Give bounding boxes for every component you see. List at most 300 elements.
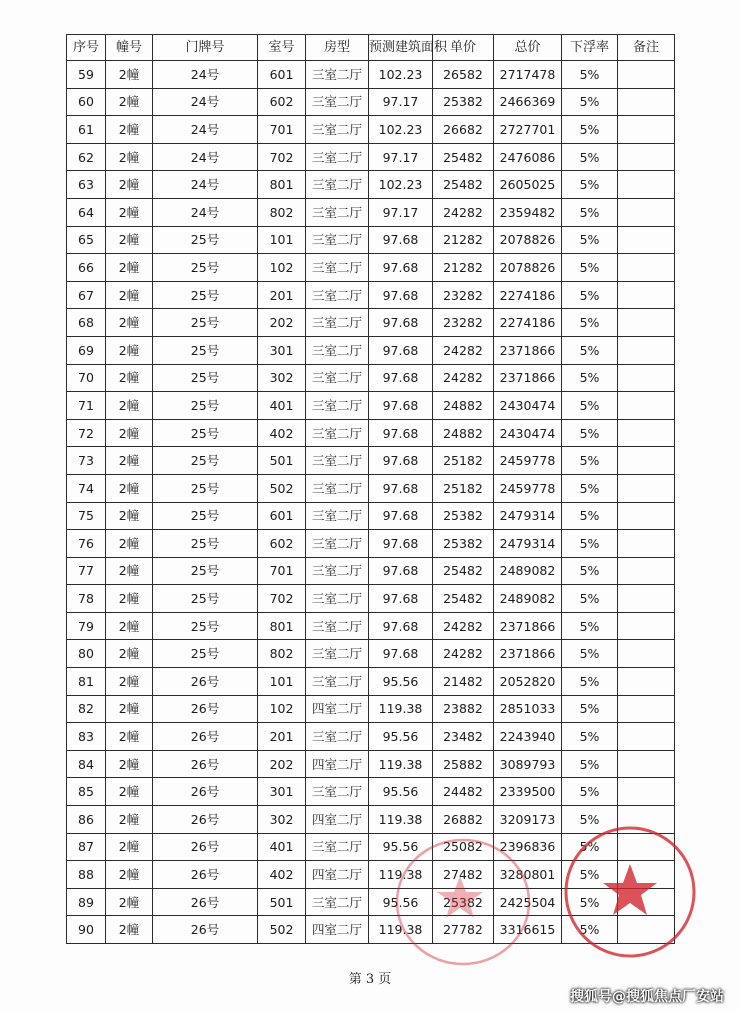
row-number-cell: 89 bbox=[67, 888, 106, 916]
remark-cell bbox=[618, 447, 675, 475]
building-cell: 2幢 bbox=[106, 336, 153, 364]
building-cell: 2幢 bbox=[106, 723, 153, 751]
building-cell: 2幢 bbox=[106, 392, 153, 420]
layout-cell: 三室二厅 bbox=[306, 254, 369, 282]
total-price-cell: 2274186 bbox=[494, 309, 562, 337]
area-cell: 97.68 bbox=[369, 474, 433, 502]
door-number-cell: 26号 bbox=[153, 668, 258, 696]
unit-price-cell: 24882 bbox=[433, 392, 494, 420]
discount-rate-cell: 5% bbox=[562, 392, 618, 420]
header-cell: 室号 bbox=[258, 35, 306, 61]
unit-price-cell: 25482 bbox=[433, 585, 494, 613]
unit-price-cell: 25382 bbox=[433, 502, 494, 530]
total-price-cell: 2727701 bbox=[494, 116, 562, 144]
total-price-cell: 2078826 bbox=[494, 254, 562, 282]
door-number-cell: 26号 bbox=[153, 888, 258, 916]
discount-rate-cell: 5% bbox=[562, 695, 618, 723]
area-cell: 97.68 bbox=[369, 447, 433, 475]
table-row bbox=[67, 557, 675, 585]
layout-cell: 三室二厅 bbox=[306, 364, 369, 392]
room-number-cell: 502 bbox=[258, 916, 306, 944]
total-price-cell: 2243940 bbox=[494, 723, 562, 751]
building-cell: 2幢 bbox=[106, 226, 153, 254]
header-cell: 幢号 bbox=[106, 35, 153, 61]
layout-cell: 三室二厅 bbox=[306, 88, 369, 116]
remark-cell bbox=[618, 833, 675, 861]
unit-price-cell: 25182 bbox=[433, 474, 494, 502]
table-header-row bbox=[67, 35, 675, 61]
discount-rate-cell: 5% bbox=[562, 916, 618, 944]
row-number-cell: 69 bbox=[67, 336, 106, 364]
table-row bbox=[67, 336, 675, 364]
room-number-cell: 602 bbox=[258, 88, 306, 116]
discount-rate-cell: 5% bbox=[562, 309, 618, 337]
door-number-cell: 26号 bbox=[153, 778, 258, 806]
unit-price-cell: 23882 bbox=[433, 695, 494, 723]
building-cell: 2幢 bbox=[106, 640, 153, 668]
table-body bbox=[67, 61, 675, 944]
row-number-cell: 82 bbox=[67, 695, 106, 723]
layout-cell: 三室二厅 bbox=[306, 723, 369, 751]
total-price-cell: 2476086 bbox=[494, 143, 562, 171]
table-row bbox=[67, 585, 675, 613]
total-price-cell: 2078826 bbox=[494, 226, 562, 254]
header-cell: 单价 bbox=[433, 35, 494, 61]
room-number-cell: 702 bbox=[258, 585, 306, 613]
total-price-cell: 2717478 bbox=[494, 61, 562, 89]
total-price-cell: 2274186 bbox=[494, 281, 562, 309]
table-row bbox=[67, 916, 675, 944]
door-number-cell: 25号 bbox=[153, 585, 258, 613]
row-number-cell: 72 bbox=[67, 419, 106, 447]
row-number-cell: 63 bbox=[67, 171, 106, 199]
remark-cell bbox=[618, 723, 675, 751]
row-number-cell: 73 bbox=[67, 447, 106, 475]
total-price-cell: 3089793 bbox=[494, 750, 562, 778]
discount-rate-cell: 5% bbox=[562, 833, 618, 861]
door-number-cell: 26号 bbox=[153, 806, 258, 834]
building-cell: 2幢 bbox=[106, 502, 153, 530]
table-row bbox=[67, 447, 675, 475]
layout-cell: 三室二厅 bbox=[306, 833, 369, 861]
row-number-cell: 61 bbox=[67, 116, 106, 144]
layout-cell: 三室二厅 bbox=[306, 530, 369, 558]
remark-cell bbox=[618, 916, 675, 944]
row-number-cell: 67 bbox=[67, 281, 106, 309]
remark-cell bbox=[618, 778, 675, 806]
door-number-cell: 25号 bbox=[153, 474, 258, 502]
total-price-cell: 2479314 bbox=[494, 502, 562, 530]
door-number-cell: 25号 bbox=[153, 281, 258, 309]
room-number-cell: 202 bbox=[258, 309, 306, 337]
remark-cell bbox=[618, 226, 675, 254]
door-number-cell: 25号 bbox=[153, 226, 258, 254]
remark-cell bbox=[618, 888, 675, 916]
remark-cell bbox=[618, 336, 675, 364]
unit-price-cell: 23282 bbox=[433, 281, 494, 309]
discount-rate-cell: 5% bbox=[562, 806, 618, 834]
room-number-cell: 202 bbox=[258, 750, 306, 778]
door-number-cell: 26号 bbox=[153, 861, 258, 889]
remark-cell bbox=[618, 392, 675, 420]
layout-cell: 四室二厅 bbox=[306, 750, 369, 778]
row-number-cell: 83 bbox=[67, 723, 106, 751]
row-number-cell: 90 bbox=[67, 916, 106, 944]
row-number-cell: 88 bbox=[67, 861, 106, 889]
area-cell: 102.23 bbox=[369, 116, 433, 144]
table-row bbox=[67, 861, 675, 889]
table-row bbox=[67, 668, 675, 696]
discount-rate-cell: 5% bbox=[562, 336, 618, 364]
unit-price-cell: 24282 bbox=[433, 612, 494, 640]
remark-cell bbox=[618, 530, 675, 558]
area-cell: 97.68 bbox=[369, 309, 433, 337]
discount-rate-cell: 5% bbox=[562, 281, 618, 309]
row-number-cell: 65 bbox=[67, 226, 106, 254]
building-cell: 2幢 bbox=[106, 281, 153, 309]
total-price-cell: 2489082 bbox=[494, 585, 562, 613]
unit-price-cell: 25382 bbox=[433, 530, 494, 558]
row-number-cell: 86 bbox=[67, 806, 106, 834]
area-cell: 97.68 bbox=[369, 502, 433, 530]
layout-cell: 三室二厅 bbox=[306, 612, 369, 640]
unit-price-cell: 24282 bbox=[433, 336, 494, 364]
room-number-cell: 702 bbox=[258, 143, 306, 171]
table-row bbox=[67, 695, 675, 723]
room-number-cell: 701 bbox=[258, 116, 306, 144]
door-number-cell: 25号 bbox=[153, 364, 258, 392]
area-cell: 97.68 bbox=[369, 281, 433, 309]
unit-price-cell: 25082 bbox=[433, 833, 494, 861]
total-price-cell: 2371866 bbox=[494, 364, 562, 392]
unit-price-cell: 26882 bbox=[433, 806, 494, 834]
header-cell: 门牌号 bbox=[153, 35, 258, 61]
building-cell: 2幢 bbox=[106, 778, 153, 806]
remark-cell bbox=[618, 640, 675, 668]
door-number-cell: 24号 bbox=[153, 88, 258, 116]
area-cell: 97.17 bbox=[369, 198, 433, 226]
row-number-cell: 59 bbox=[67, 61, 106, 89]
total-price-cell: 2339500 bbox=[494, 778, 562, 806]
row-number-cell: 71 bbox=[67, 392, 106, 420]
total-price-cell: 3316615 bbox=[494, 916, 562, 944]
door-number-cell: 25号 bbox=[153, 447, 258, 475]
row-number-cell: 81 bbox=[67, 668, 106, 696]
price-table bbox=[66, 34, 675, 944]
unit-price-cell: 25482 bbox=[433, 557, 494, 585]
header-cell: 备注 bbox=[618, 35, 675, 61]
room-number-cell: 701 bbox=[258, 557, 306, 585]
building-cell: 2幢 bbox=[106, 171, 153, 199]
header-cell: 预测建筑面积 bbox=[369, 35, 433, 61]
building-cell: 2幢 bbox=[106, 143, 153, 171]
layout-cell: 三室二厅 bbox=[306, 309, 369, 337]
remark-cell bbox=[618, 88, 675, 116]
door-number-cell: 26号 bbox=[153, 695, 258, 723]
total-price-cell: 2459778 bbox=[494, 447, 562, 475]
table-row bbox=[67, 198, 675, 226]
total-price-cell: 2052820 bbox=[494, 668, 562, 696]
discount-rate-cell: 5% bbox=[562, 640, 618, 668]
room-number-cell: 301 bbox=[258, 778, 306, 806]
area-cell: 119.38 bbox=[369, 695, 433, 723]
building-cell: 2幢 bbox=[106, 750, 153, 778]
row-number-cell: 80 bbox=[67, 640, 106, 668]
room-number-cell: 501 bbox=[258, 447, 306, 475]
remark-cell bbox=[618, 806, 675, 834]
remark-cell bbox=[618, 281, 675, 309]
row-number-cell: 70 bbox=[67, 364, 106, 392]
table-row bbox=[67, 502, 675, 530]
building-cell: 2幢 bbox=[106, 861, 153, 889]
layout-cell: 三室二厅 bbox=[306, 668, 369, 696]
page-number: 第 3 页 bbox=[348, 972, 392, 987]
remark-cell bbox=[618, 750, 675, 778]
table-row bbox=[67, 778, 675, 806]
unit-price-cell: 27782 bbox=[433, 916, 494, 944]
room-number-cell: 201 bbox=[258, 723, 306, 751]
table-row bbox=[67, 88, 675, 116]
row-number-cell: 66 bbox=[67, 254, 106, 282]
remark-cell bbox=[618, 198, 675, 226]
site-watermark: 搜狐号@搜狐焦点厂安站 bbox=[570, 989, 724, 1005]
building-cell: 2幢 bbox=[106, 254, 153, 282]
layout-cell: 三室二厅 bbox=[306, 474, 369, 502]
layout-cell: 三室二厅 bbox=[306, 143, 369, 171]
layout-cell: 三室二厅 bbox=[306, 226, 369, 254]
door-number-cell: 24号 bbox=[153, 116, 258, 144]
unit-price-cell: 27482 bbox=[433, 861, 494, 889]
discount-rate-cell: 5% bbox=[562, 585, 618, 613]
building-cell: 2幢 bbox=[106, 88, 153, 116]
table-row bbox=[67, 888, 675, 916]
building-cell: 2幢 bbox=[106, 557, 153, 585]
total-price-cell: 2489082 bbox=[494, 557, 562, 585]
header-cell: 总价 bbox=[494, 35, 562, 61]
room-number-cell: 802 bbox=[258, 640, 306, 668]
room-number-cell: 301 bbox=[258, 336, 306, 364]
remark-cell bbox=[618, 364, 675, 392]
discount-rate-cell: 5% bbox=[562, 723, 618, 751]
room-number-cell: 602 bbox=[258, 530, 306, 558]
room-number-cell: 402 bbox=[258, 861, 306, 889]
total-price-cell: 2371866 bbox=[494, 612, 562, 640]
unit-price-cell: 24882 bbox=[433, 419, 494, 447]
door-number-cell: 26号 bbox=[153, 723, 258, 751]
room-number-cell: 101 bbox=[258, 668, 306, 696]
door-number-cell: 25号 bbox=[153, 557, 258, 585]
row-number-cell: 84 bbox=[67, 750, 106, 778]
layout-cell: 三室二厅 bbox=[306, 281, 369, 309]
discount-rate-cell: 5% bbox=[562, 668, 618, 696]
remark-cell bbox=[618, 61, 675, 89]
door-number-cell: 25号 bbox=[153, 640, 258, 668]
layout-cell: 三室二厅 bbox=[306, 336, 369, 364]
total-price-cell: 2425504 bbox=[494, 888, 562, 916]
room-number-cell: 501 bbox=[258, 888, 306, 916]
table-row bbox=[67, 750, 675, 778]
door-number-cell: 25号 bbox=[153, 530, 258, 558]
building-cell: 2幢 bbox=[106, 612, 153, 640]
row-number-cell: 77 bbox=[67, 557, 106, 585]
remark-cell bbox=[618, 116, 675, 144]
layout-cell: 三室二厅 bbox=[306, 585, 369, 613]
discount-rate-cell: 5% bbox=[562, 364, 618, 392]
remark-cell bbox=[618, 171, 675, 199]
building-cell: 2幢 bbox=[106, 833, 153, 861]
area-cell: 95.56 bbox=[369, 888, 433, 916]
door-number-cell: 25号 bbox=[153, 419, 258, 447]
unit-price-cell: 26582 bbox=[433, 61, 494, 89]
row-number-cell: 68 bbox=[67, 309, 106, 337]
remark-cell bbox=[618, 695, 675, 723]
building-cell: 2幢 bbox=[106, 474, 153, 502]
building-cell: 2幢 bbox=[106, 695, 153, 723]
building-cell: 2幢 bbox=[106, 916, 153, 944]
table-row bbox=[67, 226, 675, 254]
door-number-cell: 25号 bbox=[153, 336, 258, 364]
building-cell: 2幢 bbox=[106, 888, 153, 916]
table-row bbox=[67, 530, 675, 558]
room-number-cell: 402 bbox=[258, 419, 306, 447]
remark-cell bbox=[618, 585, 675, 613]
door-number-cell: 26号 bbox=[153, 916, 258, 944]
door-number-cell: 24号 bbox=[153, 143, 258, 171]
area-cell: 95.56 bbox=[369, 778, 433, 806]
layout-cell: 三室二厅 bbox=[306, 557, 369, 585]
remark-cell bbox=[618, 668, 675, 696]
layout-cell: 四室二厅 bbox=[306, 916, 369, 944]
unit-price-cell: 24282 bbox=[433, 364, 494, 392]
area-cell: 102.23 bbox=[369, 61, 433, 89]
door-number-cell: 26号 bbox=[153, 833, 258, 861]
area-cell: 97.68 bbox=[369, 530, 433, 558]
remark-cell bbox=[618, 474, 675, 502]
building-cell: 2幢 bbox=[106, 668, 153, 696]
room-number-cell: 401 bbox=[258, 833, 306, 861]
room-number-cell: 401 bbox=[258, 392, 306, 420]
total-price-cell: 2851033 bbox=[494, 695, 562, 723]
discount-rate-cell: 5% bbox=[562, 171, 618, 199]
unit-price-cell: 26682 bbox=[433, 116, 494, 144]
table-row bbox=[67, 116, 675, 144]
total-price-cell: 2430474 bbox=[494, 419, 562, 447]
layout-cell: 四室二厅 bbox=[306, 861, 369, 889]
layout-cell: 三室二厅 bbox=[306, 171, 369, 199]
layout-cell: 三室二厅 bbox=[306, 198, 369, 226]
header-cell: 下浮率 bbox=[562, 35, 618, 61]
area-cell: 95.56 bbox=[369, 723, 433, 751]
discount-rate-cell: 5% bbox=[562, 447, 618, 475]
area-cell: 102.23 bbox=[369, 171, 433, 199]
room-number-cell: 201 bbox=[258, 281, 306, 309]
header-cell: 序号 bbox=[67, 35, 106, 61]
area-cell: 95.56 bbox=[369, 668, 433, 696]
unit-price-cell: 21282 bbox=[433, 226, 494, 254]
discount-rate-cell: 5% bbox=[562, 530, 618, 558]
room-number-cell: 102 bbox=[258, 695, 306, 723]
area-cell: 97.17 bbox=[369, 88, 433, 116]
remark-cell bbox=[618, 612, 675, 640]
unit-price-cell: 23482 bbox=[433, 723, 494, 751]
discount-rate-cell: 5% bbox=[562, 750, 618, 778]
table-row bbox=[67, 61, 675, 89]
row-number-cell: 64 bbox=[67, 198, 106, 226]
layout-cell: 三室二厅 bbox=[306, 447, 369, 475]
discount-rate-cell: 5% bbox=[562, 143, 618, 171]
row-number-cell: 79 bbox=[67, 612, 106, 640]
unit-price-cell: 24482 bbox=[433, 778, 494, 806]
building-cell: 2幢 bbox=[106, 61, 153, 89]
row-number-cell: 85 bbox=[67, 778, 106, 806]
door-number-cell: 25号 bbox=[153, 309, 258, 337]
area-cell: 119.38 bbox=[369, 806, 433, 834]
building-cell: 2幢 bbox=[106, 364, 153, 392]
discount-rate-cell: 5% bbox=[562, 198, 618, 226]
table-row bbox=[67, 612, 675, 640]
unit-price-cell: 21482 bbox=[433, 668, 494, 696]
table-row bbox=[67, 392, 675, 420]
total-price-cell: 2605025 bbox=[494, 171, 562, 199]
remark-cell bbox=[618, 557, 675, 585]
unit-price-cell: 25382 bbox=[433, 88, 494, 116]
total-price-cell: 2459778 bbox=[494, 474, 562, 502]
total-price-cell: 2466369 bbox=[494, 88, 562, 116]
layout-cell: 三室二厅 bbox=[306, 502, 369, 530]
discount-rate-cell: 5% bbox=[562, 254, 618, 282]
unit-price-cell: 21282 bbox=[433, 254, 494, 282]
room-number-cell: 102 bbox=[258, 254, 306, 282]
table-row bbox=[67, 171, 675, 199]
area-cell: 97.68 bbox=[369, 364, 433, 392]
remark-cell bbox=[618, 419, 675, 447]
total-price-cell: 2430474 bbox=[494, 392, 562, 420]
discount-rate-cell: 5% bbox=[562, 226, 618, 254]
discount-rate-cell: 5% bbox=[562, 861, 618, 889]
layout-cell: 四室二厅 bbox=[306, 806, 369, 834]
area-cell: 97.68 bbox=[369, 585, 433, 613]
unit-price-cell: 23282 bbox=[433, 309, 494, 337]
area-cell: 97.68 bbox=[369, 336, 433, 364]
table-row bbox=[67, 254, 675, 282]
total-price-cell: 2371866 bbox=[494, 336, 562, 364]
building-cell: 2幢 bbox=[106, 419, 153, 447]
remark-cell bbox=[618, 309, 675, 337]
discount-rate-cell: 5% bbox=[562, 61, 618, 89]
area-cell: 97.68 bbox=[369, 226, 433, 254]
area-cell: 97.68 bbox=[369, 392, 433, 420]
table-row bbox=[67, 309, 675, 337]
layout-cell: 三室二厅 bbox=[306, 640, 369, 668]
door-number-cell: 24号 bbox=[153, 198, 258, 226]
door-number-cell: 25号 bbox=[153, 612, 258, 640]
unit-price-cell: 25482 bbox=[433, 171, 494, 199]
building-cell: 2幢 bbox=[106, 309, 153, 337]
door-number-cell: 26号 bbox=[153, 750, 258, 778]
row-number-cell: 78 bbox=[67, 585, 106, 613]
discount-rate-cell: 5% bbox=[562, 557, 618, 585]
unit-price-cell: 25882 bbox=[433, 750, 494, 778]
building-cell: 2幢 bbox=[106, 198, 153, 226]
unit-price-cell: 24282 bbox=[433, 198, 494, 226]
building-cell: 2幢 bbox=[106, 116, 153, 144]
room-number-cell: 801 bbox=[258, 612, 306, 640]
area-cell: 97.68 bbox=[369, 557, 433, 585]
discount-rate-cell: 5% bbox=[562, 88, 618, 116]
discount-rate-cell: 5% bbox=[562, 419, 618, 447]
total-price-cell: 2479314 bbox=[494, 530, 562, 558]
table-row bbox=[67, 723, 675, 751]
